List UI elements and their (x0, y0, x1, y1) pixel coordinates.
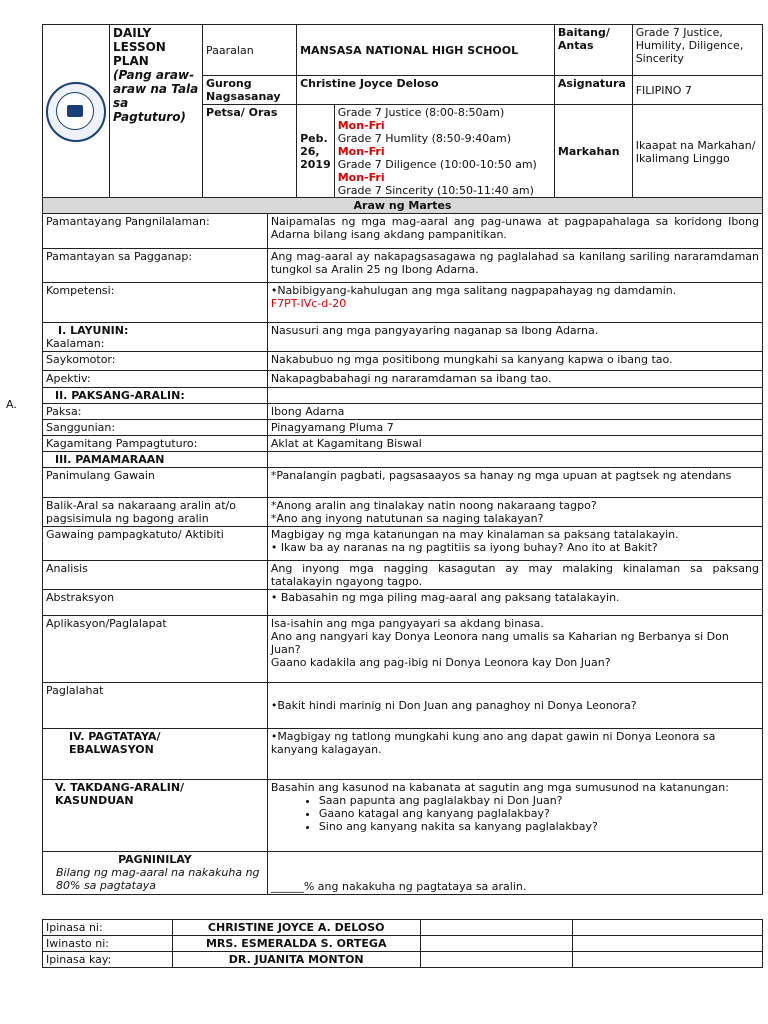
empty-cell (420, 952, 573, 968)
dll-subtitle: (Pang araw-araw na Tala sa Pagtuturo) (113, 68, 199, 124)
takdang-aralin-cell (267, 780, 762, 852)
pagninilay-value: ______% ang nakakuha ng pagtataya sa aralin. (267, 852, 762, 895)
list-item: • Sino ang kanyang nakita sa kanyang paglalakbay? (319, 820, 759, 833)
balik-aral-label: Balik-Aral sa nakaraang aralin at/o pagsisimula ng bagong aralin (43, 498, 268, 527)
paksang-aralin-heading: II. PAKSANG-ARALIN: (43, 388, 268, 404)
markahan-value: Ikaapat na Markahan/ Ikalimang Linggo (632, 105, 762, 199)
schedule-time-4: Grade 7 Sincerity (10:50-11:40 am) (337, 184, 534, 197)
kagamitan-value: Aklat at Kagamitang Biswal (267, 436, 762, 452)
kaalaman-label: Kaalaman: (46, 337, 105, 350)
signature-label: Ipinasa kay: (43, 952, 173, 968)
signature-label: Ipinasa ni: (43, 920, 173, 936)
guro-label: Gurong Nagsasanay (203, 76, 297, 105)
kaalaman-value: Nasusuri ang mga pangyayaring naganap sa Ibong Adarna. (267, 323, 762, 352)
paaralan-value: MANSASA NATIONAL HIGH SCHOOL (297, 25, 555, 76)
schedule-days-2: Mon-Fri (337, 145, 385, 158)
aplikasyon-value-2: Ano ang nangyari kay Donya Leonora nang umalis sa Kaharian ng Berbanya si Don Juan? (270, 630, 729, 656)
header-table (42, 24, 763, 199)
baitang-label: Baitang/ Antas (554, 25, 632, 76)
petsa-label: Petsa/ Oras (203, 105, 297, 199)
signature-name: DR. JUANITA MONTON (172, 952, 420, 968)
abstraksyon-value: • Babasahin ng mga piling mag-aaral ang paksang tatalakayin. (267, 590, 762, 616)
lesson-table (42, 197, 763, 895)
layunin-heading: I. LAYUNIN: (58, 324, 129, 337)
pagninilay-cell (43, 852, 268, 895)
signature-name: CHRISTINE JOYCE A. DELOSO (172, 920, 420, 936)
pagninilay-sub: Bilang ng mag-aaral na nakakuha ng 80% sa pagtataya (56, 866, 260, 892)
balik-aral-cell (267, 498, 762, 527)
school-seal-icon (46, 82, 106, 142)
paksa-value: Ibong Adarna (267, 404, 762, 420)
schedule-time-1: Grade 7 Justice (8:00-8:50am) (337, 106, 505, 119)
takdang-aralin-heading: V. TAKDANG-ARALIN/ KASUNDUAN (43, 780, 268, 852)
paksa-marker: A. (6, 398, 17, 411)
aplikasyon-label: Aplikasyon/Paglalapat (43, 616, 268, 683)
markahan-label: Markahan (554, 105, 632, 199)
saykomotor-value: Nakabubuo ng mga positibong mungkahi sa kanyang kapwa o ibang tao. (267, 352, 762, 371)
takdang-aralin-list (271, 794, 759, 833)
title-line-1: DAILY (113, 26, 152, 40)
kompetensi-label: Kompetensi: (43, 283, 268, 323)
panimula-value: *Panalangin pagbati, pagsasaayos sa hanay ng mga upuan at pagtsek ng atendans (267, 468, 762, 498)
paglalahat-value: •Bakit hindi marinig ni Don Juan ang panaghoy ni Donya Leonora? (267, 683, 762, 729)
date-value: Peb. 26, 2019 (297, 105, 335, 199)
aplikasyon-value-3: Gaano kadakila ang pag-ibig ni Donya Leonora kay Don Juan? (270, 656, 611, 669)
pagganap-label: Pamantayan sa Pagganap: (43, 249, 268, 283)
empty-cell (573, 936, 763, 952)
balik-aral-q1: *Anong aralin ang tinalakay natin noong nakaraang tagpo? (270, 499, 597, 512)
saykomotor-label: Saykomotor: (43, 352, 268, 371)
paksa-label: Paksa: (43, 404, 268, 420)
signature-label: Iwinasto ni: (43, 936, 173, 952)
pagtataya-heading: IV. PAGTATAYA/ EBALWASYON (43, 729, 268, 780)
gawain-value-2: • Ikaw ba ay naranas na ng pagtitiis sa iyong buhay? Ano ito at Bakit? (270, 541, 658, 554)
asignatura-value: FILIPINO 7 (632, 76, 762, 105)
kagamitan-label: Kagamitang Pampagtuturo: (43, 436, 268, 452)
paaralan-label: Paaralan (203, 25, 297, 76)
empty-cell (573, 952, 763, 968)
schedule-time-3: Grade 7 Diligence (10:00-10:50 am) (337, 158, 537, 171)
abstraksyon-label: Abstraksyon (43, 590, 268, 616)
pangnilalaman-value: Naipamalas ng mga mag-aaral ang pag-unawa at pagpapahalaga sa koridong Ibong Adarna bilang isang akdang pampanitikan. (267, 214, 762, 249)
pangnilalaman-label: Pamantayang Pangnilalaman: (43, 214, 268, 249)
analisis-label: Analisis (43, 561, 268, 590)
gawain-value-1: Magbigay ng mga katanungan na may kinalaman sa paksang tatalakayin. (270, 528, 679, 541)
empty-cell (420, 936, 573, 952)
guro-value: Christine Joyce Deloso (297, 76, 555, 105)
schedule-days-3: Mon-Fri (337, 171, 385, 184)
kompetensi-code: F7PT-IVc-d-20 (270, 297, 347, 310)
empty-cell (573, 920, 763, 936)
aplikasyon-cell (267, 616, 762, 683)
empty-cell (267, 388, 762, 404)
dll-title-cell (110, 25, 203, 199)
apektiv-value: Nakapagbabahagi ng nararamdaman sa ibang tao. (267, 371, 762, 388)
pagtataya-value: •Magbigay ng tatlong mungkahi kung ano ang dapat gawin ni Donya Leonora sa kanyang kalagayan. (267, 729, 762, 780)
pagganap-value: Ang mag-aaral ay nakapagsasagawa ng paglalahad sa kanilang sariling nararamdaman tungkol sa Aralin 25 ng Ibong Adarna. (267, 249, 762, 283)
schedule-cell (334, 105, 554, 199)
kompetensi-cell (267, 283, 762, 323)
sanggunian-label: Sanggunian: (43, 420, 268, 436)
school-seal-cell (43, 25, 110, 199)
asignatura-label: Asignatura (554, 76, 632, 105)
pagninilay-heading: PAGNINILAY (118, 853, 192, 866)
sanggunian-value: Pinagyamang Pluma 7 (267, 420, 762, 436)
list-item: • Gaano katagal ang kanyang paglalakbay? (319, 807, 759, 820)
baitang-value: Grade 7 Justice, Humility, Diligence, Sincerity (632, 25, 762, 76)
schedule-days-1: Mon-Fri (337, 119, 385, 132)
gawain-label: Gawaing pampagkatuto/ Aktibiti (43, 527, 268, 561)
analisis-value: Ang inyong mga nagging kasagutan ay may malaking kinalaman sa paksang tatalakayin ngayong tagpo. (267, 561, 762, 590)
layunin-cell (43, 323, 268, 352)
schedule-time-2: Grade 7 Humlity (8:50-9:40am) (337, 132, 512, 145)
empty-cell (267, 452, 762, 468)
paglalahat-label: Paglalahat (43, 683, 268, 729)
panimula-label: Panimulang Gawain (43, 468, 268, 498)
list-item: • Saan papunta ang paglalakbay ni Don Juan? (319, 794, 759, 807)
day-banner: Araw ng Martes (43, 198, 763, 214)
gawain-cell (267, 527, 762, 561)
apektiv-label: Apektiv: (43, 371, 268, 388)
title-line-3: PLAN (113, 54, 149, 68)
kompetensi-value: •Nabibigyang-kahulugan ang mga salitang nagpapahayag ng damdamin. (270, 284, 677, 297)
balik-aral-q2: *Ano ang inyong natutunan sa naging talakayan? (270, 512, 544, 525)
signature-name: MRS. ESMERALDA S. ORTEGA (172, 936, 420, 952)
signature-table (42, 919, 763, 968)
takdang-aralin-value: Basahin ang kasunod na kabanata at sagutin ang mga sumusunod na katanungan: (270, 781, 729, 794)
pamamaraan-heading: III. PAMAMARAAN (43, 452, 268, 468)
title-line-2: LESSON (113, 40, 166, 54)
empty-cell (420, 920, 573, 936)
aplikasyon-value-1: Isa-isahin ang mga pangyayari sa akdang binasa. (270, 617, 544, 630)
